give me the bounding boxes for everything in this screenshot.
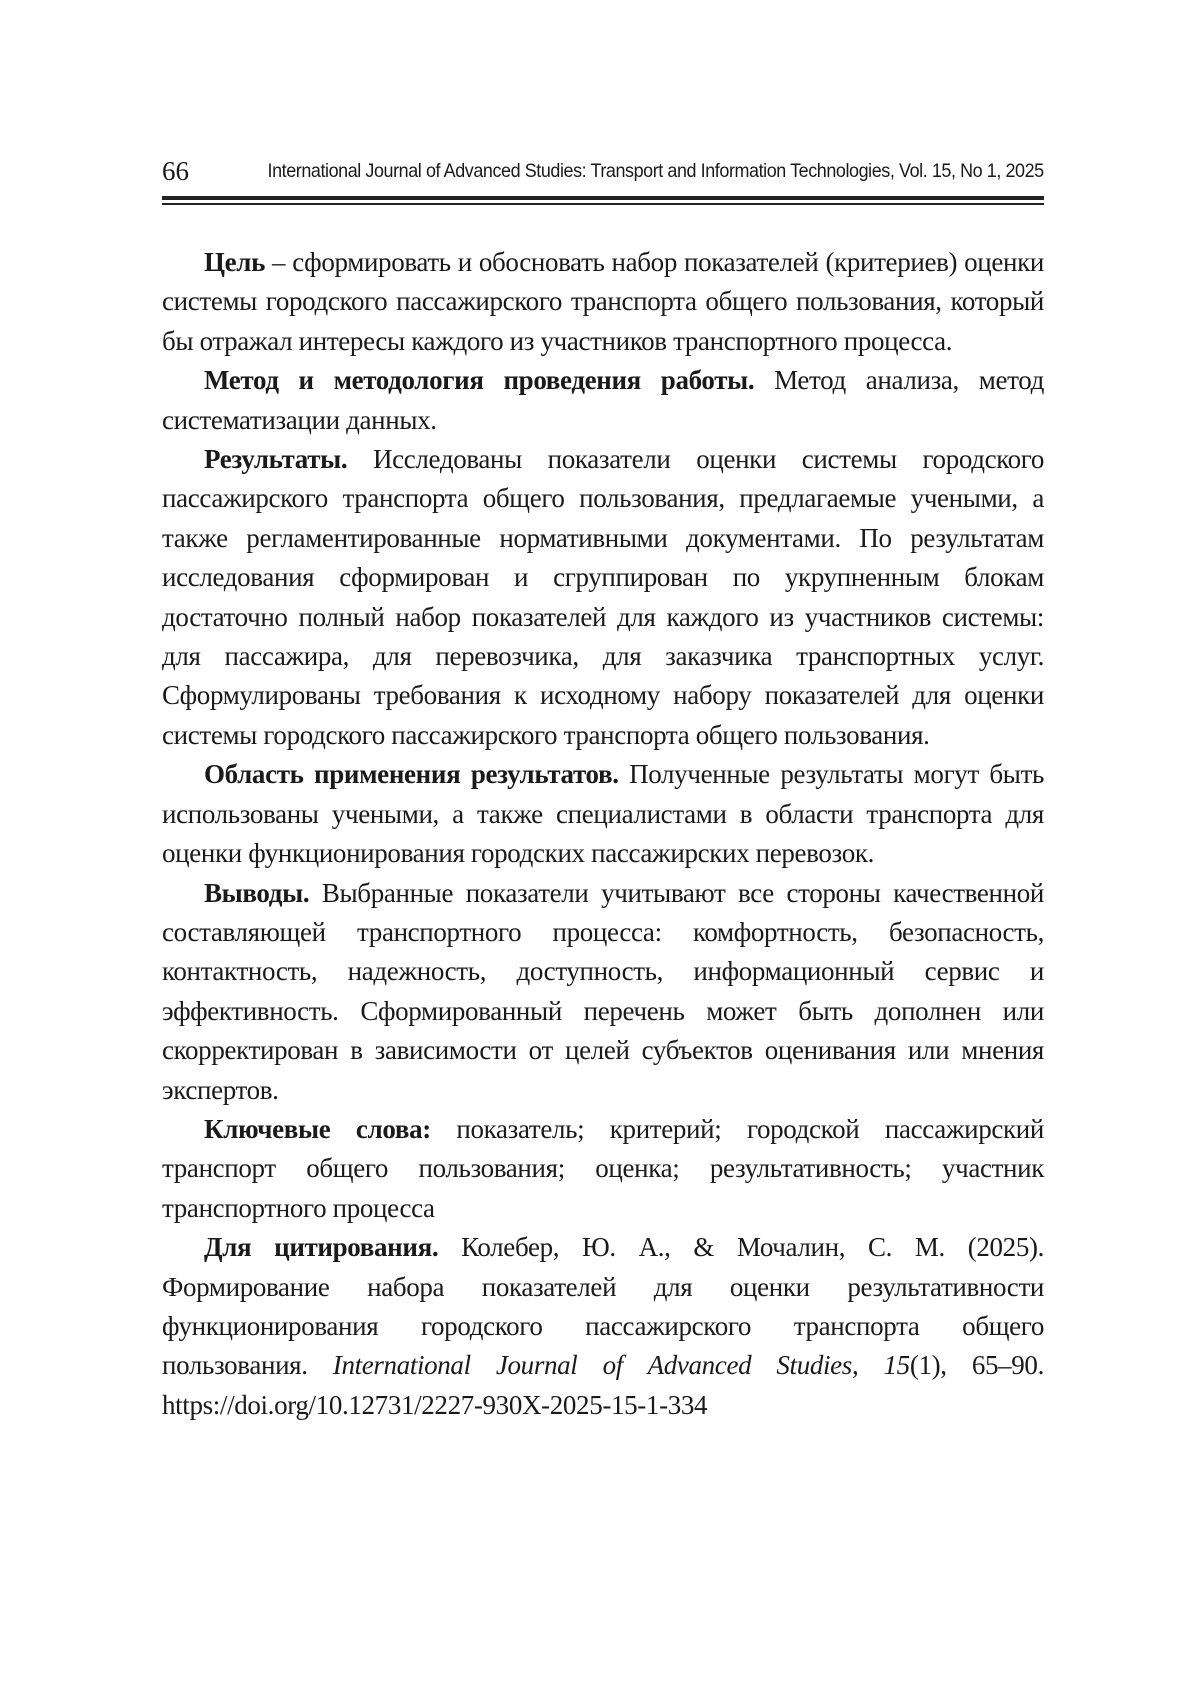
- application-label: Область применения результатов.: [204, 759, 619, 790]
- conclusions-text: Выбранные показатели учитывают все стороны качественной составляющей транспортного процесса: комфортность, безопасность, контактность, надежность, доступность, информационный сервис и эффективность. Сформированный перечень может быть дополнен или скорректирован в зависимости от целей субъектов оценивания или мнения экспертов.: [162, 877, 1044, 1105]
- keywords-label: Ключевые слова:: [204, 1113, 431, 1144]
- header-rule-thick: [162, 196, 1044, 200]
- citation-paragraph: [162, 1228, 1044, 1425]
- results-paragraph: [162, 440, 1044, 755]
- page-header: [162, 154, 1044, 188]
- citation-text-after: (1), 65–90. https://doi.org/10.12731/2227-930X-2025-15-1-334: [162, 1350, 1044, 1420]
- results-text: Исследованы показатели оценки системы городского пассажирского транспорта общего пользования, предлагаемые учеными, а также регламентированные нормативными документами. По результатам исследования сформирован и сгруппирован по укрупненным блокам достаточно полный набор показателей для каждого из участников системы: для пассажира, для перевозчика, для заказчика транспортных услуг. Сформулированы требования к исходному набору показателей для оценки системы городского пассажирского транспорта общего пользования.: [162, 444, 1044, 750]
- goal-paragraph: [162, 243, 1044, 361]
- page-number: 66: [162, 156, 189, 186]
- application-paragraph: [162, 755, 1044, 873]
- journal-running-head: International Journal of Advanced Studies: Transport and Information Technologies, Vol. 15, No 1, 2025: [267, 160, 1044, 182]
- citation-journal: International Journal of Advanced Studies: [332, 1350, 852, 1381]
- header-rule-thin: [162, 203, 1044, 205]
- citation-separator: ,: [851, 1350, 884, 1381]
- goal-text: – сформировать и обосновать набор показателей (критериев) оценки системы городского пассажирского транспорта общего пользования, который бы отражал интересы каждого из участников транспортного процесса.: [162, 247, 1044, 356]
- method-label: Метод и методология проведения работы.: [204, 365, 755, 396]
- keywords-text: показатель; критерий; городской пассажирский транспорт общего пользования; оценка; результативность; участник транспортного процесса: [162, 1113, 1044, 1223]
- citation-label: Для цитирования.: [204, 1232, 439, 1263]
- citation-text-before: Колебер, Ю. А., & Мочалин, С. М. (2025). Формирование набора показателей для оценки результативности функционирования городского пассажирского транспорта общего пользования.: [162, 1232, 1045, 1381]
- goal-label: Цель: [204, 247, 266, 277]
- method-paragraph: [162, 361, 1044, 440]
- keywords-paragraph: [162, 1110, 1044, 1228]
- results-label: Результаты.: [204, 444, 348, 475]
- conclusions-label: Выводы.: [204, 877, 310, 908]
- conclusions-paragraph: [162, 874, 1044, 1110]
- application-text: Полученные результаты могут быть использованы учеными, а также специалистами в области транспорта для оценки функционирования городских пассажирских перевозок.: [162, 759, 1044, 869]
- abstract: [162, 243, 1044, 1425]
- citation-volume: 15: [883, 1350, 910, 1381]
- method-text: Метод анализа, метод систематизации данных.: [162, 365, 1045, 435]
